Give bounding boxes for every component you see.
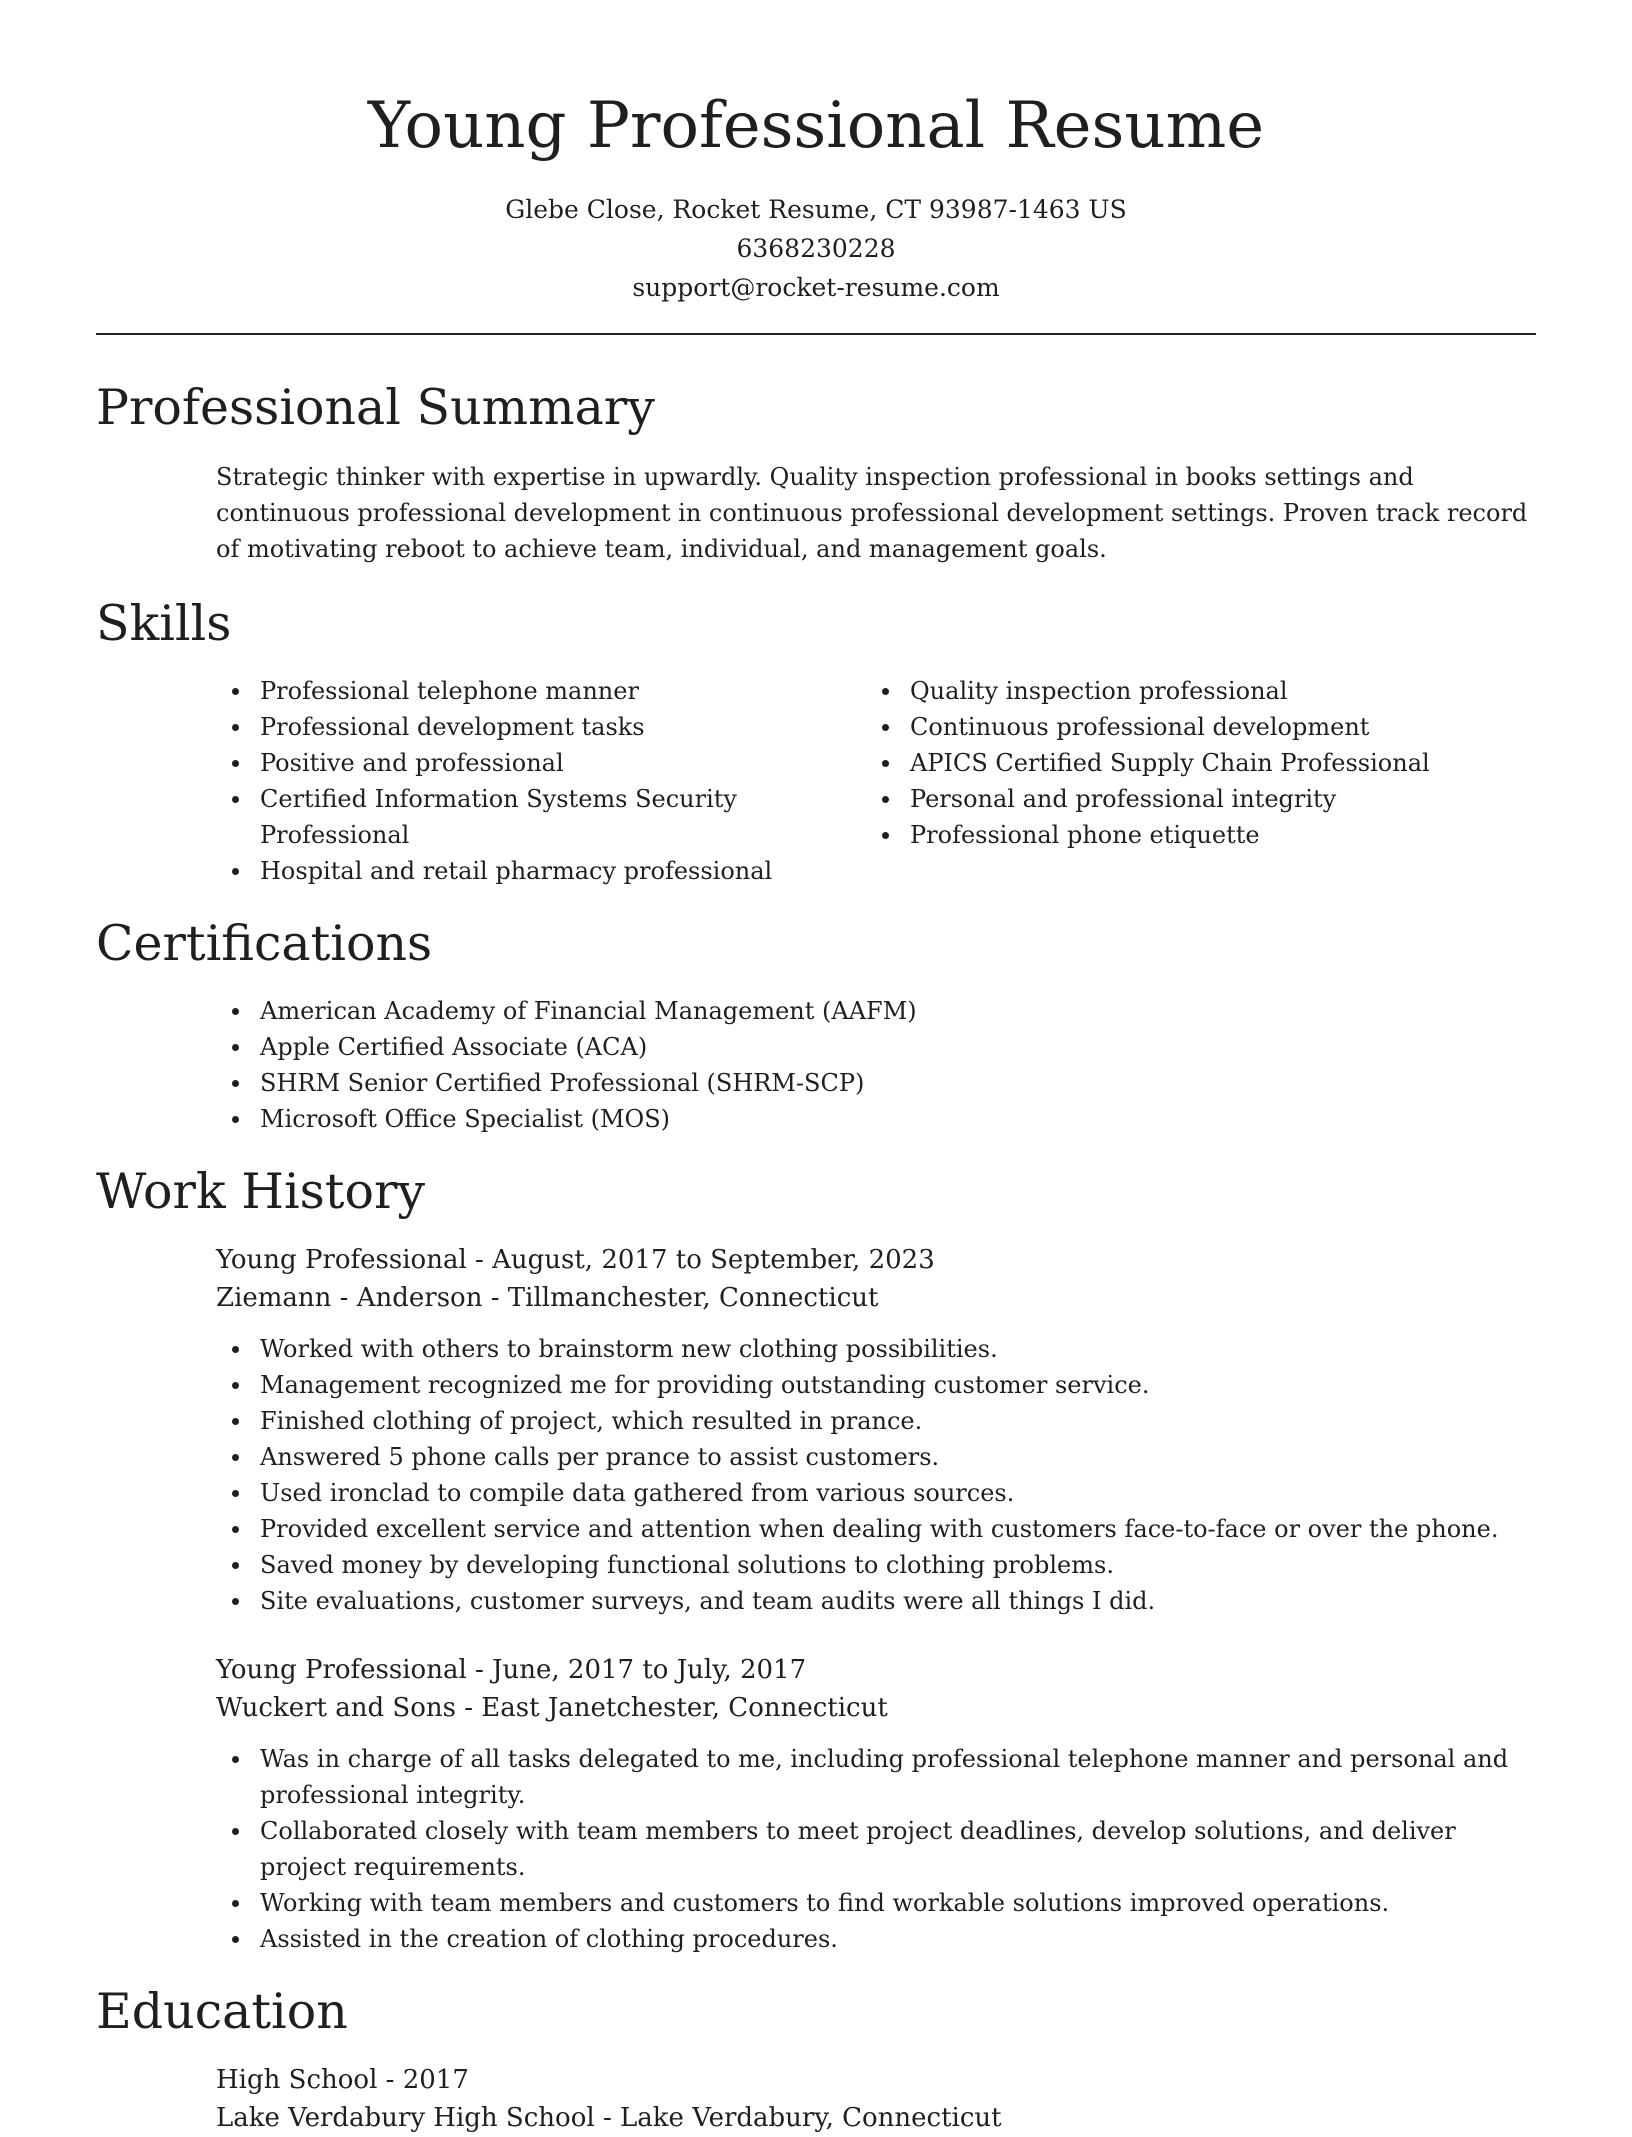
- education-year: 2017: [402, 2065, 469, 2095]
- job-bullet: Worked with others to brainstorm new clothing possibilities.: [216, 1331, 1536, 1367]
- job-bullet: Was in charge of all tasks delegated to me, including professional telephone manner and personal and professional integrity.: [216, 1741, 1536, 1813]
- summary-section: [96, 377, 1536, 567]
- education-entry: [96, 2061, 1536, 2137]
- education-school: Lake Verdabury High School: [216, 2103, 595, 2133]
- resume-page: [96, 0, 1536, 2137]
- skill-item: Professional phone etiquette: [866, 817, 1516, 853]
- job-entry: [96, 1651, 1536, 1957]
- job-bullet: Working with team members and customers to find workable solutions improved operations.: [216, 1885, 1536, 1921]
- skill-item: Continuous professional development: [866, 709, 1516, 745]
- job-bullets: [216, 1741, 1536, 1957]
- job-bullet: Saved money by developing functional solutions to clothing problems.: [216, 1547, 1536, 1583]
- education-section: [96, 1981, 1536, 2137]
- contact-address: Glebe Close, Rocket Resume, CT 93987-1463 US: [505, 195, 1127, 224]
- work-history-section: [96, 1161, 1536, 1957]
- job-bullets: [216, 1331, 1536, 1619]
- job-company: Wuckert and Sons: [216, 1693, 456, 1723]
- skill-item: APICS Certified Supply Chain Professional: [866, 745, 1516, 781]
- job-bullet: Management recognized me for providing outstanding customer service.: [216, 1367, 1536, 1403]
- certifications-section: [96, 913, 1536, 1137]
- certifications-heading: Certifications: [96, 915, 433, 972]
- job-location: East Janetchester, Connecticut: [481, 1693, 888, 1723]
- contact-phone: 6368230228: [736, 234, 896, 263]
- skills-list-right: [866, 673, 1516, 889]
- skills-grid: [216, 673, 1536, 889]
- skill-item: Certified Information Systems Security Professional: [216, 781, 866, 853]
- job-title-line: Young Professional - August, 2017 to September, 2023: [216, 1245, 935, 1275]
- certification-item: Apple Certified Associate (ACA): [216, 1029, 1536, 1065]
- job-role: Young Professional: [216, 1655, 467, 1685]
- contact-email: support@rocket-resume.com: [632, 273, 1000, 302]
- skills-section: [96, 593, 1536, 889]
- resume-header: [96, 0, 1536, 307]
- skill-item: Professional telephone manner: [216, 673, 866, 709]
- job-dates: August, 2017 to September, 2023: [492, 1245, 935, 1275]
- education-heading: Education: [96, 1983, 348, 2040]
- skill-item: Quality inspection professional: [866, 673, 1516, 709]
- job-company-line: Ziemann - Anderson - Tillmanchester, Connecticut: [216, 1283, 879, 1313]
- skills-heading: Skills: [96, 595, 232, 652]
- education-degree-line: High School - 2017: [216, 2065, 469, 2095]
- job-title-line: Young Professional - June, 2017 to July, 2017: [216, 1655, 807, 1685]
- job-entry: [96, 1241, 1536, 1619]
- header-divider: [96, 333, 1536, 335]
- certification-item: SHRM Senior Certified Professional (SHRM-SCP): [216, 1065, 1536, 1101]
- skills-list-left: [216, 673, 866, 889]
- resume-title: Young Professional Resume: [367, 89, 1265, 163]
- certifications-list: [216, 993, 1536, 1137]
- skill-item: Professional development tasks: [216, 709, 866, 745]
- summary-heading: Professional Summary: [96, 379, 655, 436]
- summary-text: Strategic thinker with expertise in upwardly. Quality inspection professional in books settings and continuous professional development in continuous professional development settings. Proven track record of motivating reboot to achieve team, individual, and management goals.: [216, 463, 1528, 563]
- job-bullet: Answered 5 phone calls per prance to assist customers.: [216, 1439, 1536, 1475]
- job-location: Tillmanchester, Connecticut: [507, 1283, 879, 1313]
- job-bullet: Collaborated closely with team members to meet project deadlines, develop solutions, and deliver project requirements.: [216, 1813, 1536, 1885]
- job-bullet: Finished clothing of project, which resulted in prance.: [216, 1403, 1536, 1439]
- job-dates: June, 2017 to July, 2017: [492, 1655, 807, 1685]
- job-role: Young Professional: [216, 1245, 467, 1275]
- contact-block: [96, 190, 1536, 307]
- certification-item: American Academy of Financial Management (AAFM): [216, 993, 1536, 1029]
- certification-item: Microsoft Office Specialist (MOS): [216, 1101, 1536, 1137]
- education-degree: High School: [216, 2065, 378, 2095]
- education-location: Lake Verdabury, Connecticut: [620, 2103, 1002, 2133]
- skill-item: Personal and professional integrity: [866, 781, 1516, 817]
- skill-item: Positive and professional: [216, 745, 866, 781]
- skill-item: Hospital and retail pharmacy professional: [216, 853, 866, 889]
- job-bullet: Provided excellent service and attention when dealing with customers face-to-face or over the phone.: [216, 1511, 1536, 1547]
- work-history-heading: Work History: [96, 1163, 426, 1220]
- job-company: Ziemann - Anderson: [216, 1283, 483, 1313]
- job-company-line: Wuckert and Sons - East Janetchester, Connecticut: [216, 1693, 888, 1723]
- job-bullet: Used ironclad to compile data gathered from various sources.: [216, 1475, 1536, 1511]
- job-bullet: Site evaluations, customer surveys, and team audits were all things I did.: [216, 1583, 1536, 1619]
- job-bullet: Assisted in the creation of clothing procedures.: [216, 1921, 1536, 1957]
- education-school-line: Lake Verdabury High School - Lake Verdabury, Connecticut: [216, 2103, 1002, 2133]
